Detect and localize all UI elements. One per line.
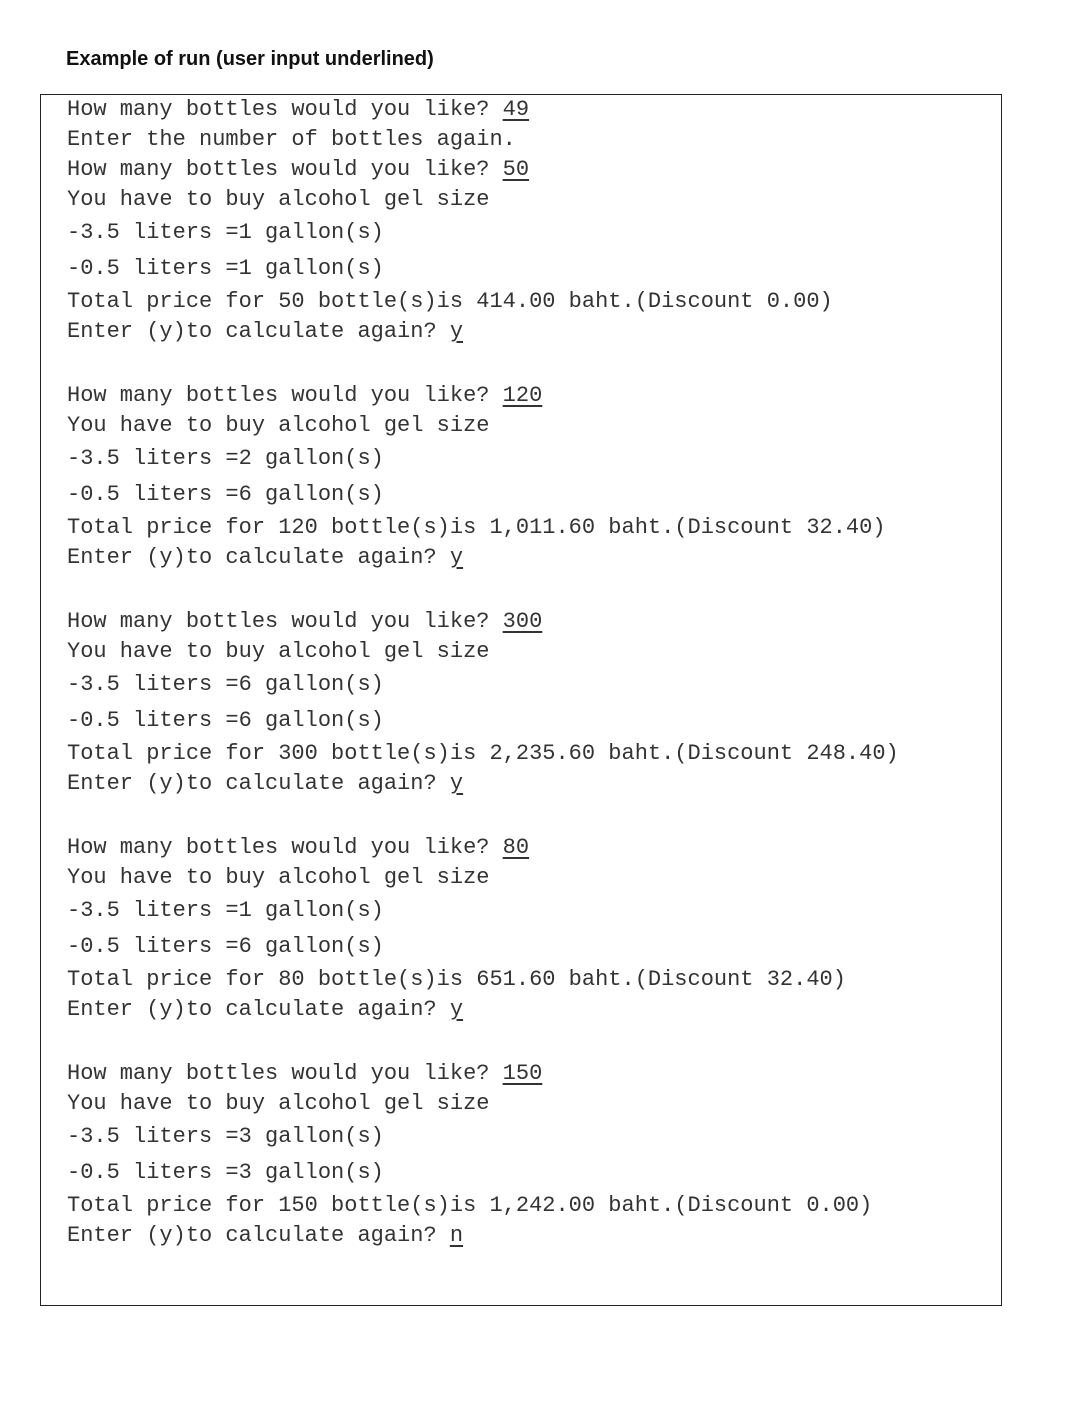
console-text: -3.5 liters =1 gallon(s) [67,220,384,245]
console-text: How many bottles would you like? [67,157,503,182]
console-text: How many bottles would you like? [67,383,503,408]
console-line [67,1155,899,1191]
console-line [67,893,899,929]
console-line [67,995,899,1025]
console-line [67,739,899,769]
console-line [67,411,899,441]
console-text: You have to buy alcohol gel size [67,865,490,890]
blank-line [67,573,899,607]
console-text: -3.5 liters =6 gallon(s) [67,672,384,697]
user-input: y [449,319,464,344]
console-text: How many bottles would you like? [67,835,503,860]
console-line [67,543,899,573]
blank-line [67,1025,899,1059]
console-text: -0.5 liters =1 gallon(s) [67,256,384,281]
console-line [67,287,899,317]
console-text: -0.5 liters =6 gallon(s) [67,708,384,733]
console-text: -3.5 liters =1 gallon(s) [67,898,384,923]
console-text: -0.5 liters =3 gallon(s) [67,1160,384,1185]
console-line [67,769,899,799]
user-input: 120 [502,383,543,408]
blank-line [67,347,899,381]
blank-line [67,799,899,833]
user-input: y [449,997,464,1022]
console-text: Enter (y)to calculate again? [67,319,450,344]
console-text: Enter the number of bottles again. [67,127,516,152]
console-line [67,317,899,347]
console-line [67,637,899,667]
console-text: Total price for 150 bottle(s)is 1,242.00 baht.(Discount 0.00) [67,1193,873,1218]
console-line [67,1221,899,1251]
console-lines [67,95,899,1251]
user-input: y [449,545,464,570]
user-input: 49 [502,97,530,122]
console-line [67,381,899,411]
console-text: Total price for 50 bottle(s)is 414.00 baht.(Discount 0.00) [67,289,833,314]
console-line [67,929,899,965]
console-line [67,251,899,287]
console-line [67,1119,899,1155]
console-line [67,1089,899,1119]
console-text: How many bottles would you like? [67,97,503,122]
console-line [67,863,899,893]
console-line [67,215,899,251]
console-text: You have to buy alcohol gel size [67,413,490,438]
console-text: Enter (y)to calculate again? [67,771,450,796]
console-line [67,155,899,185]
page-heading: Example of run (user input underlined) [66,48,434,70]
console-line [67,1191,899,1221]
console-text: How many bottles would you like? [67,1061,503,1086]
console-line [67,477,899,513]
console-text: You have to buy alcohol gel size [67,1091,490,1116]
console-text: -3.5 liters =2 gallon(s) [67,446,384,471]
console-text: -3.5 liters =3 gallon(s) [67,1124,384,1149]
console-line [67,125,899,155]
console-line [67,1059,899,1089]
console-text: -0.5 liters =6 gallon(s) [67,482,384,507]
user-input: 50 [502,157,530,182]
console-line [67,607,899,637]
console-text: Enter (y)to calculate again? [67,1223,450,1248]
console-line [67,703,899,739]
console-text: -0.5 liters =6 gallon(s) [67,934,384,959]
console-line [67,95,899,125]
user-input: 80 [502,835,530,860]
console-text: You have to buy alcohol gel size [67,639,490,664]
console-line [67,185,899,215]
console-line [67,513,899,543]
console-text: You have to buy alcohol gel size [67,187,490,212]
console-text: Total price for 300 bottle(s)is 2,235.60 baht.(Discount 248.40) [67,741,899,766]
console-line [67,965,899,995]
user-input: 150 [502,1061,543,1086]
console-line [67,441,899,477]
console-line [67,667,899,703]
console-line [67,833,899,863]
console-text: Total price for 80 bottle(s)is 651.60 baht.(Discount 32.40) [67,967,846,992]
console-text: Total price for 120 bottle(s)is 1,011.60 baht.(Discount 32.40) [67,515,886,540]
user-input: y [449,771,464,796]
user-input: n [449,1223,464,1248]
console-text: Enter (y)to calculate again? [67,997,450,1022]
user-input: 300 [502,609,543,634]
console-output-box [40,94,1002,1306]
console-text: Enter (y)to calculate again? [67,545,450,570]
console-text: How many bottles would you like? [67,609,503,634]
